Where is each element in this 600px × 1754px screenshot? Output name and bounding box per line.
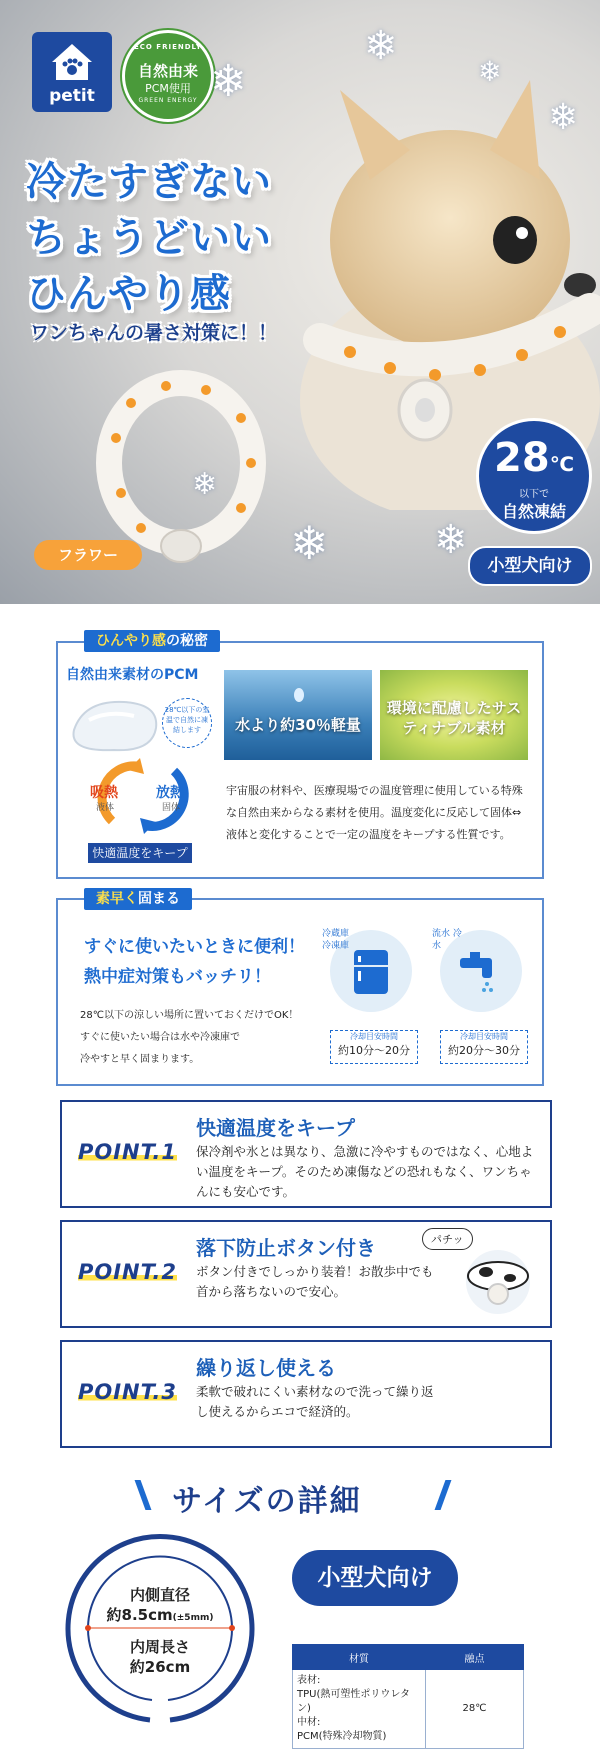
release-label: 放熱 — [156, 785, 184, 801]
secret-tag-rest: の秘密 — [166, 633, 208, 649]
quick-text-1: 28℃以下の涼しい場所に置いておくだけでOK！ — [80, 1010, 299, 1021]
snowflake-icon: ❄ — [548, 97, 579, 138]
point-1-card — [60, 1100, 552, 1208]
click-sound-bubble: パチッ — [422, 1228, 473, 1250]
spec-table — [292, 1644, 524, 1749]
eco-friendly-badge — [122, 30, 214, 122]
title-slash-right — [435, 1480, 452, 1510]
point-1-word: POINT.1 — [78, 1140, 177, 1164]
freeze-temperature-badge — [476, 418, 592, 534]
gel-note: 28℃以下の室温で自然に凍結します — [162, 698, 212, 748]
eco-badge-bottom: GREEN ENERGY — [138, 97, 198, 104]
material-line: 中材: — [297, 1717, 321, 1728]
snowflake-icon: ❄ — [478, 55, 502, 88]
quick-section-tag — [84, 888, 192, 910]
water-drop-photo — [224, 670, 372, 760]
title-slash-left — [135, 1480, 152, 1510]
size-small-dog-badge: 小型犬向け — [292, 1550, 458, 1606]
green-photo-caption: 環境に配慮したサスティナブル素材 — [386, 699, 522, 737]
point-1-text: 保冷剤や氷とは異なり、急激に冷やすものではなく、心地よい温度をキープ。そのため凍傷などの恐れもなく、ワンちゃんにも安心です。 — [196, 1144, 534, 1199]
quick-tag-rest: 固まる — [138, 891, 180, 907]
inner-circumference-value: 約26cm — [129, 1658, 191, 1676]
water-photo-caption: 水より約30％軽量 — [235, 716, 361, 734]
quick-text-3: 冷やすと早く固まります。 — [80, 1054, 200, 1065]
material-line: 表材: — [297, 1675, 321, 1686]
petit-logo — [32, 32, 112, 112]
fridge-time-box — [330, 1030, 418, 1064]
absorb-sub: 液体 — [96, 803, 115, 813]
inner-diameter-value: 約8.5cm — [106, 1606, 173, 1624]
headline-line-3: ひんやり感 — [26, 271, 231, 317]
snowflake-icon: ❄ — [192, 467, 218, 502]
snowflake-icon: ❄ — [434, 517, 468, 563]
material-line: TPU(熱可塑性ポリウレタン) — [297, 1689, 410, 1714]
tap-time-box — [440, 1030, 528, 1064]
inner-circumference-label: 内周長さ — [129, 1638, 190, 1656]
quick-headline-1: すぐに使いたいときに便利！ — [84, 937, 305, 957]
headline-line-2: ちょうどいい — [26, 215, 272, 261]
snowflake-icon: ❄ — [290, 516, 329, 570]
faucet-icon — [456, 950, 506, 994]
fridge-time-label: 冷却目安時間 — [350, 1032, 398, 1041]
snowflake-icon: ❄ — [210, 56, 247, 107]
point-3-title: 繰り返し使える — [196, 1356, 336, 1380]
absorb-label: 吸熱 — [90, 785, 118, 801]
point-2-word: POINT.2 — [78, 1260, 177, 1284]
point-2-card — [60, 1220, 552, 1328]
inner-diameter-label: 内側直径 — [129, 1586, 190, 1604]
eco-badge-top: ECO FRIENDLY — [134, 43, 202, 51]
flower-variant-label: フラワー — [34, 540, 142, 570]
size-title: サイズの詳細 — [172, 1484, 362, 1519]
badge-main: 自然凍結 — [501, 502, 566, 521]
fridge-label: 冷蔵庫 冷凍庫 — [322, 929, 350, 951]
melting-point-header: 融点 — [425, 1645, 523, 1670]
logo-text: petit — [49, 86, 95, 106]
secret-description: 宇宙服の材料や、医療現場での温度管理に使用している特殊な自然由来からなる素材を使用。温度変化に反応して固体⇔液体と変化することで一定の温度をキープする性質です。 — [226, 784, 523, 841]
eco-green-photo — [380, 670, 528, 760]
eco-badge-main: 自然由来 — [137, 62, 198, 80]
badge-temp: 28 — [494, 435, 550, 481]
fridge-icon — [352, 948, 390, 996]
eco-badge-sub: PCM使用 — [145, 82, 191, 95]
small-dog-label: 小型犬向け — [468, 546, 592, 586]
badge-unit: ℃ — [549, 452, 574, 476]
secret-section-tag — [84, 630, 220, 652]
point-3-text: 柔軟で破れにくい素材なので洗って繰り返し使えるからエコで経済的。 — [196, 1384, 434, 1419]
melting-point-cell: 28℃ — [425, 1670, 523, 1749]
release-sub: 固体 — [162, 803, 181, 813]
point-3-card — [60, 1340, 552, 1448]
quick-headline-2: 熱中症対策もバッチリ！ — [84, 967, 271, 987]
subheadline: ワンちゃんの暑さ対策に！！ — [30, 322, 278, 344]
tap-time: 約20分～30分 — [448, 1044, 520, 1057]
material-label: 自然由来素材のPCM — [66, 667, 199, 683]
collar-ring-photo — [96, 368, 266, 568]
tap-label: 流水 冷水 — [432, 929, 462, 951]
quick-text-2: すぐに使いたい場合は水や冷凍庫で — [80, 1032, 240, 1043]
badge-sub: 以下で — [519, 489, 549, 500]
pcm-gel-image — [64, 690, 164, 760]
quick-tag-highlight: 素早く — [96, 891, 138, 907]
keep-temperature-tag: 快適温度をキープ — [88, 843, 192, 863]
fridge-time: 約10分～20分 — [338, 1044, 410, 1057]
water-drop-icon — [294, 688, 304, 702]
material-header: 材質 — [293, 1645, 426, 1670]
secret-tag-highlight: ひんやり感 — [96, 633, 166, 649]
point-3-word: POINT.3 — [78, 1380, 177, 1404]
material-line: PCM(特殊冷却物質) — [297, 1731, 387, 1742]
tolerance: (±5mm) — [172, 1613, 214, 1623]
material-cell — [293, 1670, 426, 1749]
size-ring-diagram — [60, 1528, 260, 1728]
point-2-text: ボタン付きでしっかり装着！お散歩中でも首から落ちないので安心。 — [196, 1264, 434, 1299]
point-1-title: 快適温度をキープ — [196, 1116, 355, 1140]
house-paw-icon — [50, 42, 94, 82]
snowflake-icon: ❄ — [364, 23, 398, 69]
point-2-title: 落下防止ボタン付き — [196, 1236, 376, 1260]
hero-banner — [0, 0, 600, 604]
headline-line-1: 冷たすぎない — [26, 159, 272, 205]
tap-time-label: 冷却目安時間 — [460, 1032, 508, 1041]
